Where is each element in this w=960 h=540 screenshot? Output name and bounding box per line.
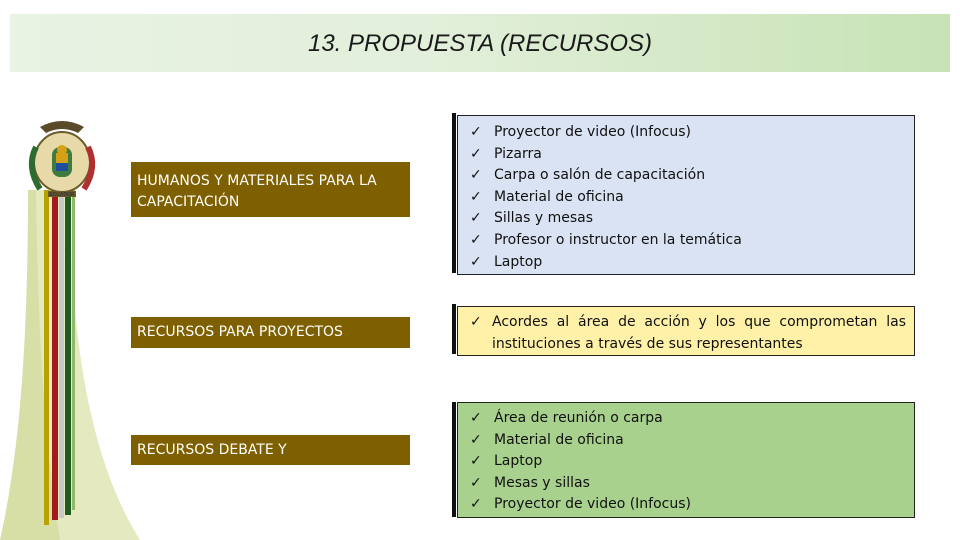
checkmark-icon: ✓ bbox=[470, 314, 482, 330]
list-item bbox=[470, 230, 906, 252]
section-divider bbox=[452, 402, 456, 517]
category-label-humanos: HUMANOS Y MATERIALES PARA LA CAPACITACIÓN bbox=[131, 162, 410, 217]
checkmark-icon: ✓ bbox=[470, 231, 482, 248]
slide-title: 13. PROPUESTA (RECURSOS) bbox=[307, 30, 653, 57]
list-item-text: Área de reunión o carpa bbox=[494, 410, 663, 426]
list-item-text: Carpa o salón de capacitación bbox=[494, 167, 706, 184]
category-label-debate: RECURSOS DEBATE Y bbox=[131, 435, 410, 465]
list-item-text: Material de oficina bbox=[494, 431, 624, 448]
checkmark-icon: ✓ bbox=[470, 431, 482, 448]
checkmark-icon: ✓ bbox=[470, 474, 482, 491]
checkmark-icon: ✓ bbox=[470, 410, 482, 426]
checkmark-icon: ✓ bbox=[470, 145, 482, 162]
checkmark-icon: ✓ bbox=[470, 496, 482, 513]
checkmark-icon: ✓ bbox=[470, 210, 482, 227]
list-item-text: Profesor o instructor en la temática bbox=[494, 231, 742, 248]
checkmark-icon: ✓ bbox=[470, 167, 482, 184]
section-divider bbox=[452, 304, 456, 354]
list-item bbox=[470, 473, 906, 495]
checkmark-icon: ✓ bbox=[470, 453, 482, 470]
checkmark-icon: ✓ bbox=[470, 253, 482, 270]
flag-ribbon-decoration bbox=[0, 190, 140, 540]
list-item-text: Proyector de video (Infocus) bbox=[494, 124, 691, 140]
list-item bbox=[470, 144, 906, 166]
list-item-text: Mesas y sillas bbox=[494, 474, 590, 491]
list-item bbox=[470, 494, 906, 516]
checkmark-icon: ✓ bbox=[470, 188, 482, 205]
category-label-proyectos: RECURSOS PARA PROYECTOS bbox=[131, 317, 410, 348]
proyectos-description: Acordes al área de acción y los que comprometan las instituciones a través de sus representantes bbox=[492, 314, 906, 352]
checkmark-icon: ✓ bbox=[470, 124, 482, 140]
list-item bbox=[470, 165, 906, 187]
resources-panel-proyectos bbox=[457, 306, 915, 356]
resources-panel-debate bbox=[457, 402, 915, 518]
list-item-text: Proyector de video (Infocus) bbox=[494, 496, 691, 513]
list-item-text: Sillas y mesas bbox=[494, 210, 594, 227]
section-divider bbox=[452, 113, 456, 273]
list-item bbox=[470, 430, 906, 452]
list-item-text: Laptop bbox=[494, 453, 543, 470]
ecuador-coat-of-arms-icon bbox=[22, 117, 102, 203]
list-item-text: Material de oficina bbox=[494, 188, 624, 205]
list-item bbox=[470, 408, 906, 430]
resources-panel-capacitacion bbox=[457, 115, 915, 275]
list-item bbox=[470, 208, 906, 230]
list-item bbox=[470, 122, 906, 144]
list-item bbox=[470, 252, 906, 274]
list-item bbox=[470, 187, 906, 209]
list-item-text: Pizarra bbox=[494, 145, 542, 162]
emblem-caption: ECUADOR bbox=[49, 192, 75, 198]
list-item bbox=[470, 451, 906, 473]
list-item-text: Laptop bbox=[494, 253, 543, 270]
